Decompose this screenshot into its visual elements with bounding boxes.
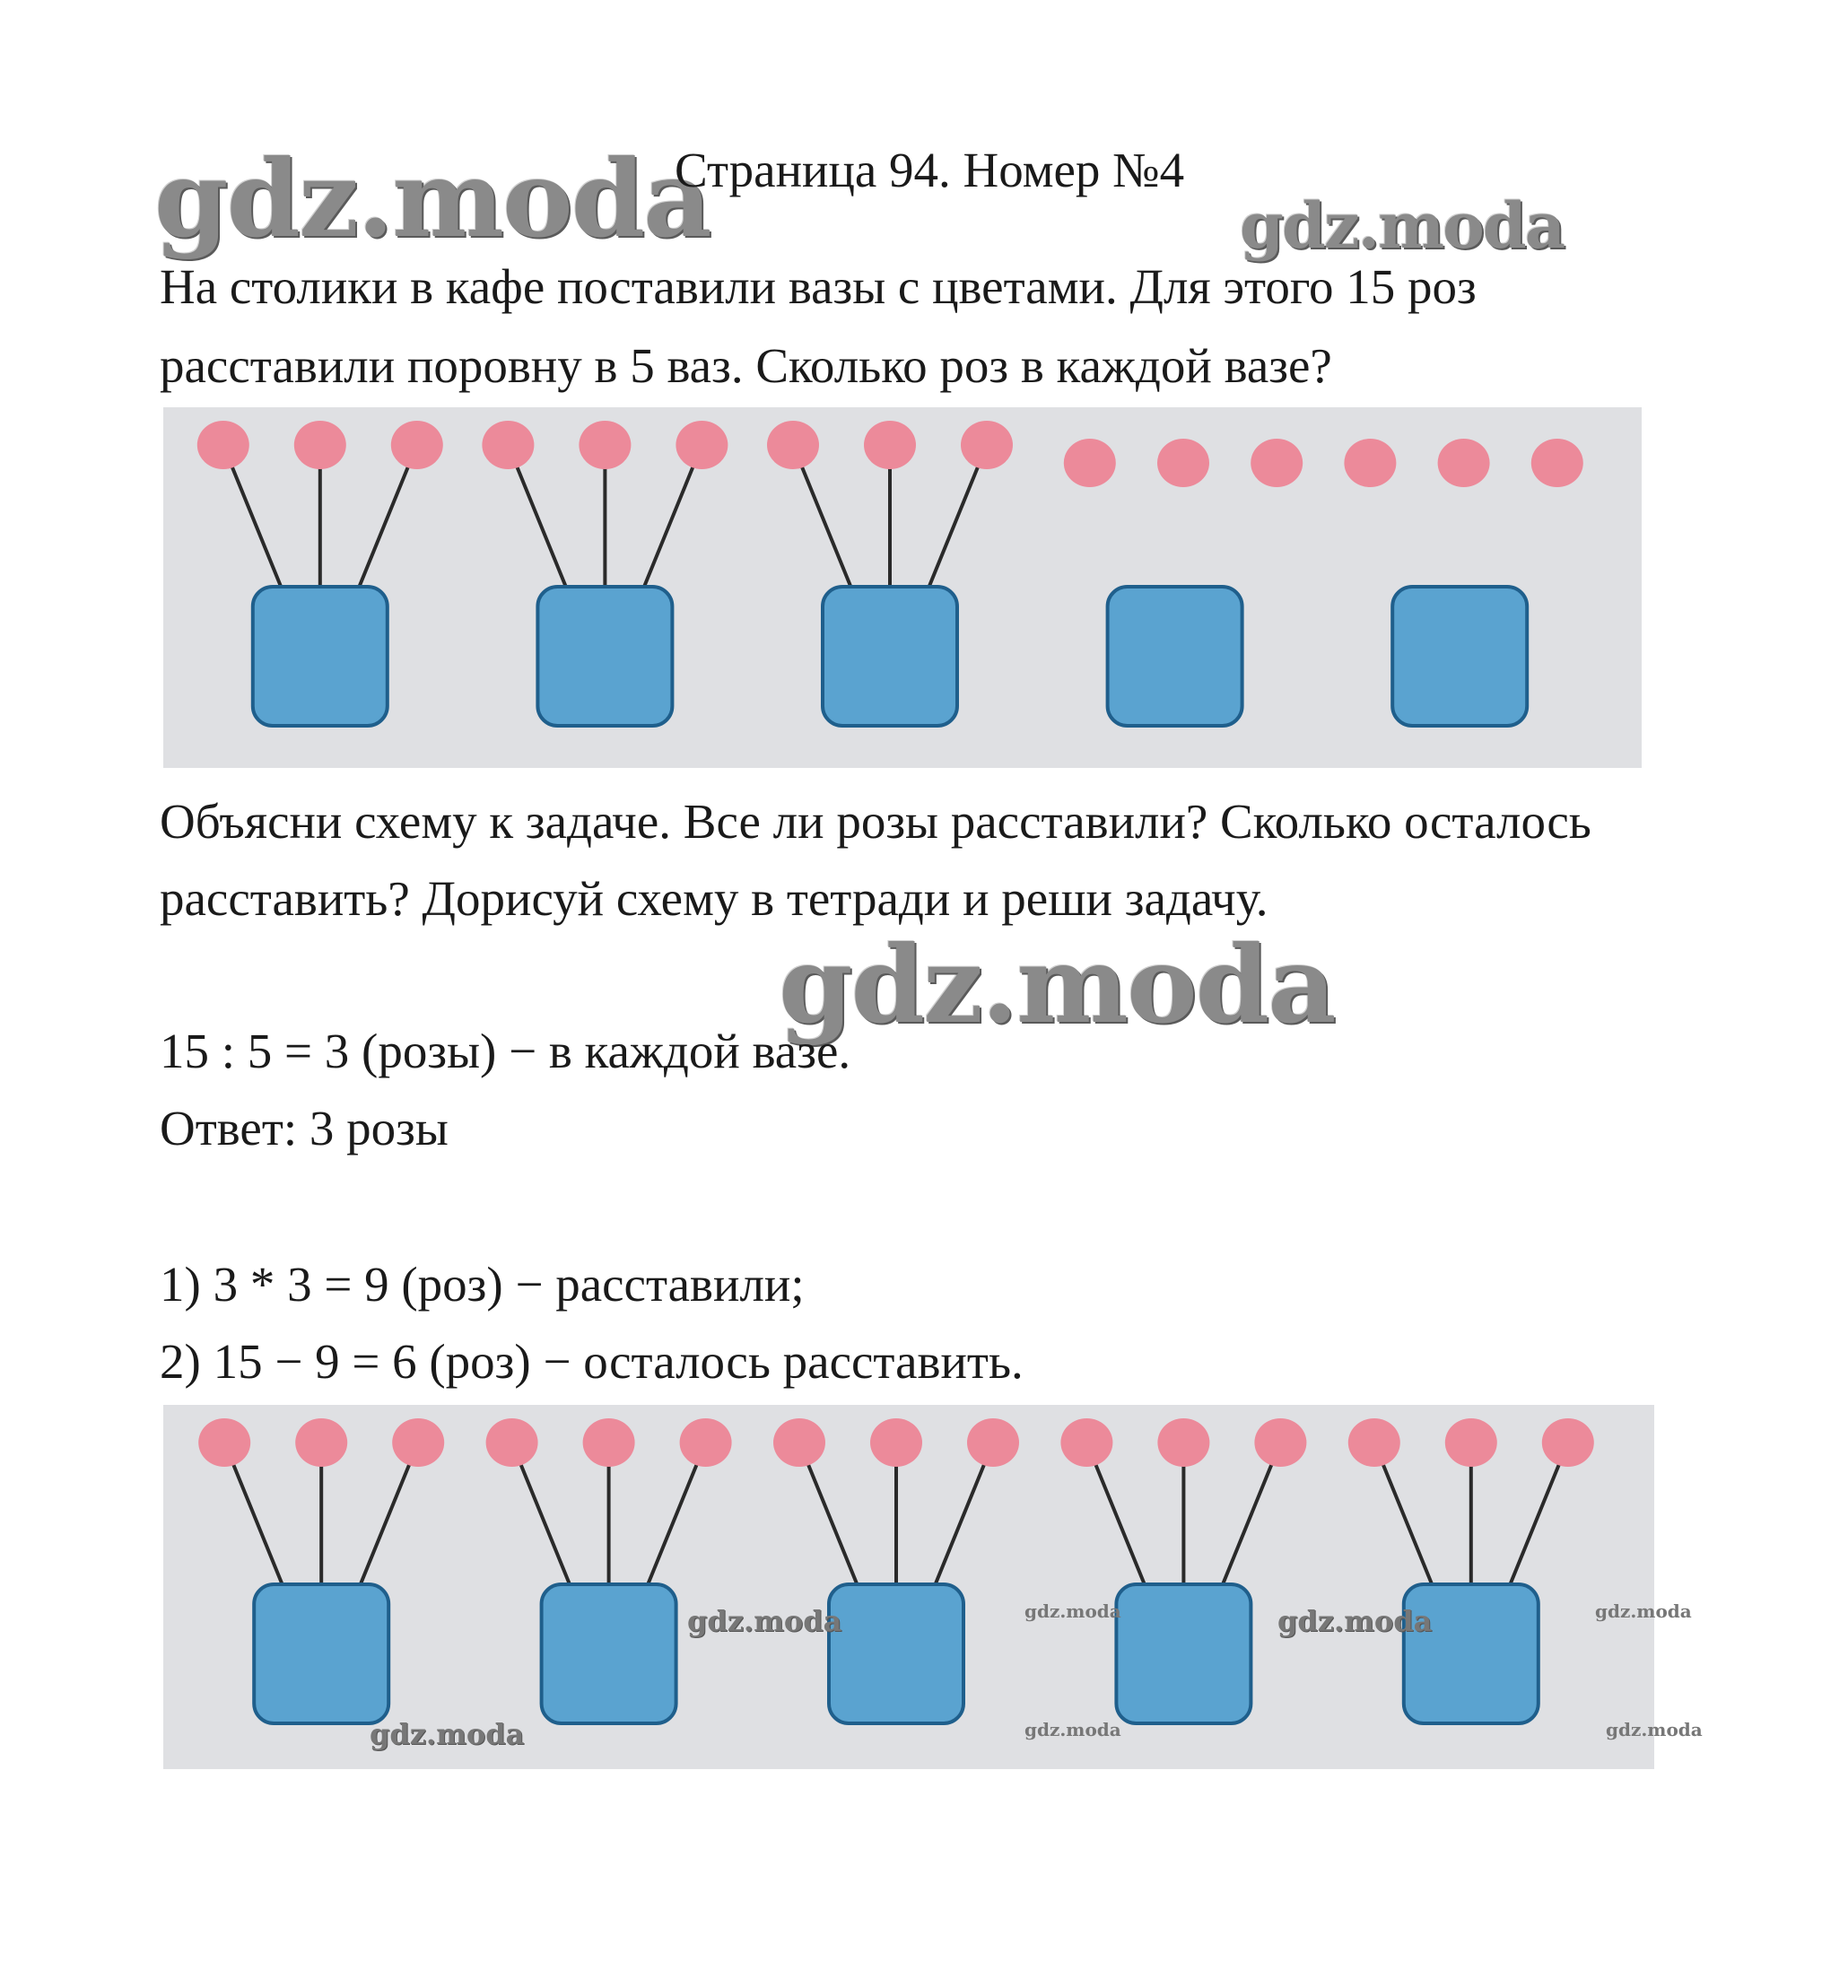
vase xyxy=(829,1584,963,1723)
task-text-line-2: расставили поровну в 5 ваз. Сколько роз в каждой вазе? xyxy=(160,338,1332,393)
rose xyxy=(680,1418,732,1467)
rose xyxy=(676,421,728,469)
rose xyxy=(294,421,346,469)
rose xyxy=(197,421,249,469)
vase xyxy=(254,1584,388,1723)
question-line-2: расставить? Дорисуй схему в тетради и реши задачу. xyxy=(160,871,1268,926)
vase xyxy=(1392,587,1527,726)
solution-step-main: 15 : 5 = 3 (розы) − в каждой вазе. xyxy=(160,1024,851,1078)
rose xyxy=(1348,1418,1400,1467)
loose-rose xyxy=(1344,439,1396,487)
vase xyxy=(537,587,672,726)
vase xyxy=(1108,587,1242,726)
watermark-tiny-4: gdz.moda xyxy=(1606,1719,1703,1740)
rose xyxy=(486,1418,538,1467)
watermark-tiny-3: gdz.moda xyxy=(1024,1719,1121,1740)
loose-rose xyxy=(1157,439,1209,487)
rose xyxy=(870,1418,922,1467)
rose xyxy=(583,1418,635,1467)
rose xyxy=(1254,1418,1306,1467)
rose xyxy=(773,1418,825,1467)
loose-rose xyxy=(1531,439,1583,487)
rose xyxy=(295,1418,347,1467)
question-line-1: Объясни схему к задаче. Все ли розы расставили? Сколько осталось xyxy=(160,794,1591,849)
rose xyxy=(198,1418,250,1467)
rose xyxy=(392,1418,444,1467)
watermark-logo-top-right: gdz.moda xyxy=(1240,188,1565,263)
completed-scheme-svg xyxy=(163,1405,1654,1769)
loose-rose xyxy=(1438,439,1490,487)
vase xyxy=(253,587,388,726)
task-text-line-1: На столики в кафе поставили вазы с цветами. Для этого 15 роз xyxy=(160,259,1477,314)
page-title: Страница 94. Номер №4 xyxy=(675,143,1185,197)
loose-rose xyxy=(1251,439,1303,487)
rose xyxy=(579,421,631,469)
vase xyxy=(1116,1584,1251,1723)
rose xyxy=(1542,1418,1594,1467)
watermark-tiny-2: gdz.moda xyxy=(1595,1600,1692,1622)
rose xyxy=(967,1418,1019,1467)
watermark-small-2: gdz.moda xyxy=(1277,1604,1433,1638)
vase xyxy=(823,587,957,726)
initial-scheme-svg xyxy=(163,407,1642,768)
rose xyxy=(767,421,819,469)
watermark-logo-middle: gdz.moda xyxy=(779,922,1335,1047)
watermark-small-3: gdz.moda xyxy=(370,1717,525,1751)
loose-rose xyxy=(1064,439,1116,487)
vase xyxy=(542,1584,676,1723)
watermark-logo-top-left: gdz.moda xyxy=(154,136,710,261)
watermark-tiny-1: gdz.moda xyxy=(1024,1600,1121,1622)
rose xyxy=(961,421,1013,469)
initial-scheme-figure xyxy=(163,407,1642,768)
answer-text: Ответ: 3 розы xyxy=(160,1101,449,1155)
solution-step-2: 2) 15 − 9 = 6 (роз) − осталось расставить. xyxy=(160,1334,1024,1389)
rose xyxy=(482,421,534,469)
rose xyxy=(864,421,916,469)
completed-scheme-figure xyxy=(163,1405,1654,1769)
watermark-small-1: gdz.moda xyxy=(687,1604,842,1638)
solution-step-1: 1) 3 * 3 = 9 (роз) − расставили; xyxy=(160,1257,805,1312)
rose xyxy=(1060,1418,1112,1467)
rose xyxy=(391,421,443,469)
rose xyxy=(1445,1418,1497,1467)
rose xyxy=(1157,1418,1209,1467)
